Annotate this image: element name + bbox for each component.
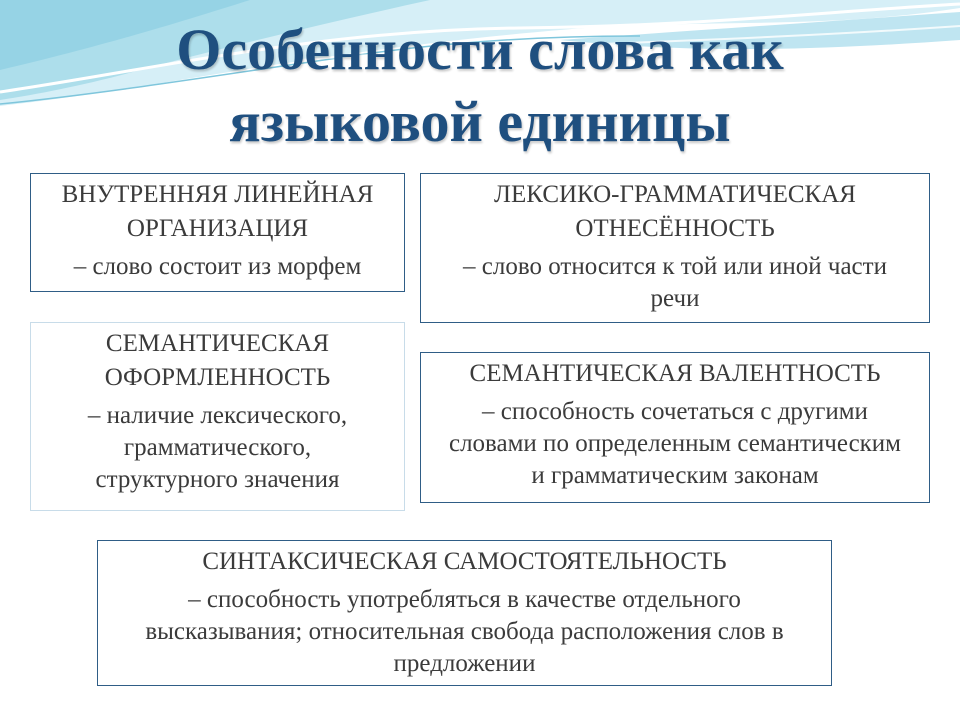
box-heading — [429, 357, 921, 391]
description-line: речи — [650, 285, 700, 312]
heading-line: ОТНЕСЁННОСТЬ — [575, 215, 775, 242]
heading-line: ОФОРМЛЕННОСТЬ — [104, 364, 331, 391]
box-syntactic-independence — [97, 540, 832, 686]
description-line: – способность употребляться в качестве отдельного — [188, 586, 741, 613]
description-line: и грамматическим законам — [531, 462, 819, 489]
box-lexico-grammatical-attribution — [420, 173, 930, 323]
description-line: структурного значения — [95, 466, 340, 493]
box-internal-linear-organization — [30, 173, 405, 292]
box-description — [39, 400, 396, 496]
description-line: – слово относится к той или иной части — [463, 253, 887, 280]
heading-line: СЕМАНТИЧЕСКАЯ ВАЛЕНТНОСТЬ — [469, 360, 881, 387]
slide-title — [0, 14, 960, 158]
heading-line: СЕМАНТИЧЕСКАЯ — [105, 330, 330, 357]
box-heading — [106, 545, 823, 579]
box-semantic-formation — [30, 322, 405, 511]
title-line-1: Особенности слова как — [176, 17, 784, 82]
description-line: предложении — [393, 650, 536, 677]
box-heading — [429, 178, 921, 246]
description-line: высказывания; относительная свобода расположения слов в — [145, 618, 784, 645]
description-line: – слово состоит из морфем — [73, 253, 362, 280]
heading-line: СИНТАКСИЧЕСКАЯ САМОСТОЯТЕЛЬНОСТЬ — [202, 548, 727, 575]
heading-line: ЛЕКСИКО-ГРАММАТИЧЕСКАЯ — [494, 181, 856, 208]
description-line: словами по определенным семантическим — [448, 430, 902, 457]
description-line: – способность сочетаться с другими — [482, 398, 868, 425]
box-description — [429, 251, 921, 315]
box-semantic-valency — [420, 352, 930, 503]
description-line: грамматического, — [123, 434, 312, 461]
description-line: – наличие лексического, — [87, 402, 348, 429]
box-description — [39, 251, 396, 283]
box-heading — [39, 178, 396, 246]
box-heading — [39, 327, 396, 395]
box-description — [429, 396, 921, 492]
box-description — [106, 584, 823, 680]
heading-line: ВНУТРЕННЯЯ ЛИНЕЙНАЯ — [61, 181, 374, 208]
title-line-2: языковой единицы — [229, 89, 731, 154]
heading-line: ОРГАНИЗАЦИЯ — [126, 215, 309, 242]
